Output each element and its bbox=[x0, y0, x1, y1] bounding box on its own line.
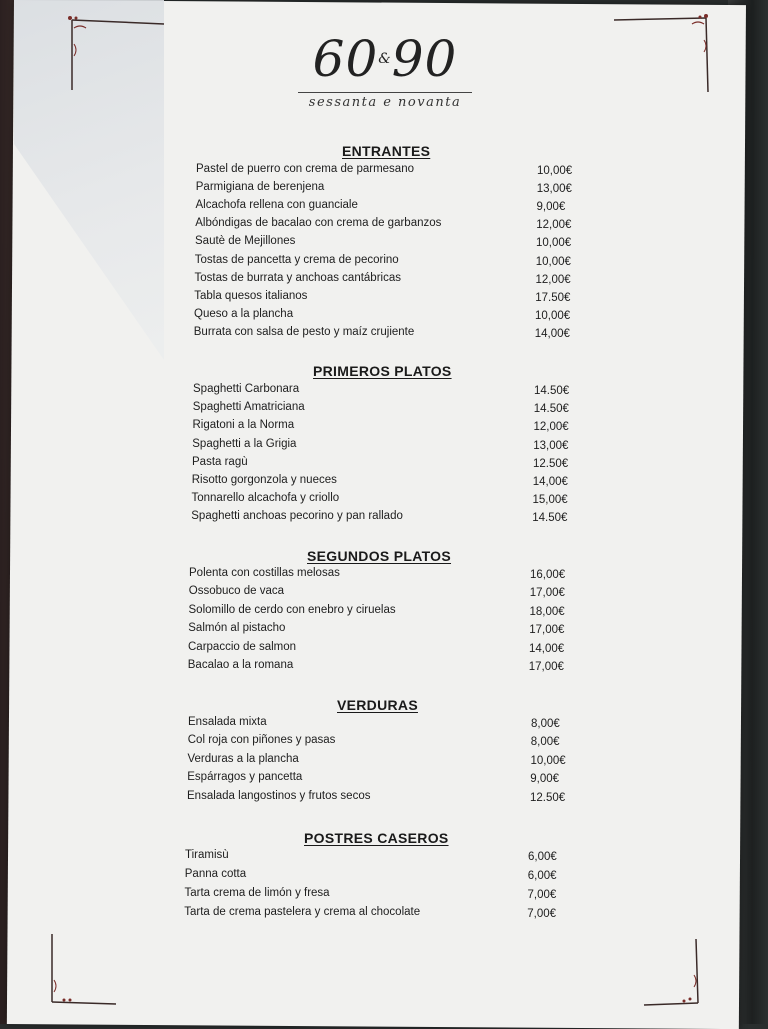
menu-item-price: 6,00€ bbox=[528, 851, 557, 863]
menu-item-name: Burrata con salsa de pesto y maíz crujiente bbox=[193, 325, 415, 338]
logo-numbers: 60&90 bbox=[312, 30, 458, 88]
menu-item-name: Carpaccio de salmon bbox=[188, 640, 297, 653]
menu-item-price: 12,00€ bbox=[535, 273, 571, 286]
menu-item-name: Sautè de Mejillones bbox=[195, 235, 296, 248]
menu-item-name: Ossobuco de vaca bbox=[188, 585, 285, 598]
section-title: SEGUNDOS PLATOS bbox=[307, 548, 452, 564]
menu-item-name: Spaghetti anchoas pecorino y pan rallado bbox=[191, 510, 403, 523]
menu-item-price: 10,00€ bbox=[535, 255, 571, 268]
menu-item-price: 7,00€ bbox=[527, 889, 557, 901]
menu-item-price: 7,00€ bbox=[527, 908, 557, 920]
menu-item-name: Verduras a la plancha bbox=[187, 752, 299, 765]
menu-item-price: 13,00€ bbox=[533, 439, 569, 452]
menu-item-name: Tostas de pancetta y crema de pecorino bbox=[194, 253, 399, 266]
menu-item-price: 12,00€ bbox=[533, 421, 569, 434]
menu-item-price: 12.50€ bbox=[530, 791, 566, 804]
menu-item-price: 10,00€ bbox=[536, 237, 572, 250]
menu-item-price: 17,00€ bbox=[529, 587, 565, 600]
section-title: PRIMEROS PLATOS bbox=[313, 363, 452, 379]
menu-item-name: Tonnarello alcachofa y criollo bbox=[191, 492, 340, 505]
menu-item-name: Spaghetti Amatriciana bbox=[192, 401, 305, 414]
section-title: ENTRANTES bbox=[342, 143, 431, 159]
restaurant-logo bbox=[290, 26, 480, 126]
menu-item-price: 16,00€ bbox=[530, 569, 566, 581]
menu-item-price: 17,00€ bbox=[529, 624, 565, 637]
menu-item-price: 14.50€ bbox=[533, 403, 569, 416]
menu-item-price: 18,00€ bbox=[529, 605, 565, 618]
menu-item-price: 10,00€ bbox=[535, 309, 571, 322]
menu-item-price: 12,00€ bbox=[536, 219, 572, 232]
section-title: VERDURAS bbox=[337, 697, 418, 713]
menu-item-price: 12.50€ bbox=[533, 457, 569, 470]
menu-item-name: Salmón al pistacho bbox=[188, 622, 286, 635]
menu-item-price: 14,00€ bbox=[532, 476, 568, 488]
menu-item-price: 14,00€ bbox=[534, 327, 570, 340]
menu-item-price: 15,00€ bbox=[532, 494, 568, 507]
corner-ornament-top-left-icon bbox=[64, 14, 174, 94]
menu-item-name: Polenta con costillas melosas bbox=[189, 567, 340, 579]
menu-item-price: 17,00€ bbox=[528, 661, 564, 673]
menu-item-price: 6,00€ bbox=[527, 870, 557, 882]
menu-item-name: Parmigiana de berenjena bbox=[195, 181, 325, 194]
section-title: POSTRES CASEROS bbox=[304, 830, 449, 846]
corner-ornament-top-right-icon bbox=[606, 12, 716, 97]
menu-item-name: Albóndigas de bacalao con crema de garbanzos bbox=[195, 217, 442, 230]
menu-item-price: 10,00€ bbox=[537, 165, 573, 177]
menu-item-name: Tiramisù bbox=[185, 849, 229, 861]
menu-item-name: Risotto gorgonzola y nueces bbox=[191, 474, 337, 486]
menu-item-price: 9,00€ bbox=[530, 773, 560, 786]
menu-item-price: 14.50€ bbox=[534, 385, 570, 397]
menu-item-name: Ensalada mixta bbox=[188, 716, 267, 728]
menu-item-price: 9,00€ bbox=[536, 201, 566, 214]
menu-item-name: Alcachofa rellena con guanciale bbox=[195, 199, 358, 212]
menu-item-name: Pasta ragù bbox=[192, 455, 248, 468]
logo-subtitle: sessanta e novanta bbox=[298, 92, 472, 110]
menu-item-name: Pastel de puerro con crema de parmesano bbox=[196, 163, 414, 175]
menu-item-name: Bacalao a la romana bbox=[187, 659, 294, 671]
corner-ornament-bottom-right-icon bbox=[640, 935, 720, 1015]
menu-item-name: Tabla quesos italianos bbox=[194, 289, 308, 302]
corner-ornament-bottom-left-icon bbox=[44, 930, 124, 1010]
menu-item-name: Rigatoni a la Norma bbox=[192, 419, 295, 432]
menu-item-name: Queso a la plancha bbox=[194, 307, 294, 320]
menu-item-name: Tarta de crema pastelera y crema al chocolate bbox=[184, 906, 421, 918]
menu-item-name: Ensalada langostinos y frutos secos bbox=[187, 789, 371, 802]
menu-item-name: Spaghetti Carbonara bbox=[193, 383, 300, 395]
menu-item-name: Tostas de burrata y anchoas cantábricas bbox=[194, 271, 401, 284]
menu-item-price: 10,00€ bbox=[530, 754, 566, 767]
menu-item-price: 8,00€ bbox=[531, 718, 560, 730]
menu-item-price: 8,00€ bbox=[530, 736, 560, 749]
menu-item-price: 13,00€ bbox=[536, 183, 572, 196]
menu-item-name: Spaghetti a la Grigia bbox=[192, 437, 297, 450]
menu-item-name: Espárragos y pancetta bbox=[187, 771, 303, 784]
menu-item-name: Solomillo de cerdo con enebro y ciruelas bbox=[188, 603, 396, 616]
menu-item-name: Panna cotta bbox=[184, 868, 247, 880]
menu-item-price: 17.50€ bbox=[535, 291, 571, 304]
menu-item-name: Tarta crema de limón y fresa bbox=[184, 887, 330, 899]
menu-item-name: Col roja con piñones y pasas bbox=[187, 734, 336, 747]
menu-item-price: 14.50€ bbox=[532, 512, 568, 525]
menu-item-price: 14,00€ bbox=[529, 642, 565, 655]
